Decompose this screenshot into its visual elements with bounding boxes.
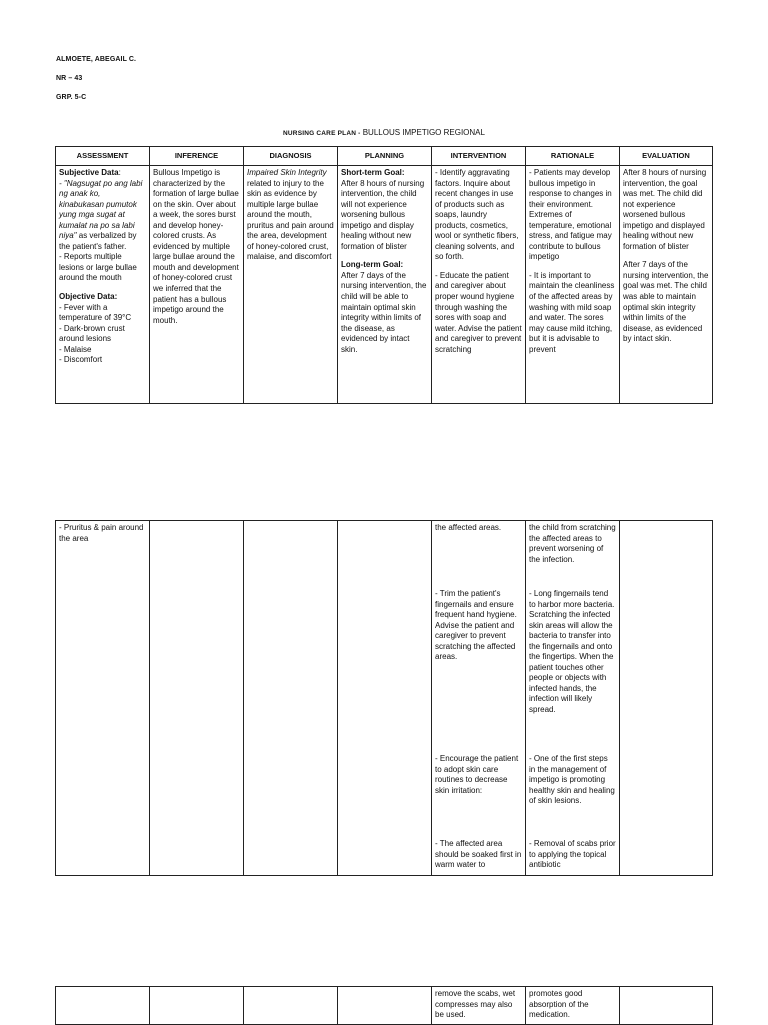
rationale-cell (526, 166, 620, 404)
title-topic: BULLOUS IMPETIGO REGIONAL (360, 128, 485, 137)
diagnosis-cell (244, 166, 338, 404)
column-header-intervention: INTERVENTION (432, 147, 526, 166)
evaluation-item: After 7 days of the nursing intervention, the goal was met. The child was able to maintain optimal skin integrity within limits of the disease, as evidenced by intact skin. (623, 260, 709, 344)
care-plan-table-page-1 (55, 146, 713, 404)
intervention-cell (432, 166, 526, 404)
table-row (56, 166, 713, 404)
inference-text: Bullous Impetigo is characterized by the formation of large bullae on the skin. Over about a week, the sores burst and develop honey-colored crusts. As evidenced by multiple large bullae around the mouth and development of honey-colored crust we inferred that the patient has a bullous impetigo around the mouth. (153, 168, 239, 325)
objective-data-label: Objective Data: (59, 292, 118, 302)
short-term-goal-text: After 8 hours of nursing intervention, the child will not experience worsening bullous impetigo and display healing without new formation of blister (341, 178, 425, 251)
intervention-item: the affected areas. (435, 523, 502, 532)
student-group: GRP. 5-C (56, 94, 87, 101)
column-header-inference: INFERENCE (150, 147, 244, 166)
rationale-item: promotes good absorption of the medication. (529, 989, 589, 1020)
assessment-cell (56, 521, 150, 876)
column-header-rationale: RATIONALE (526, 147, 620, 166)
assessment-text: - Pruritus & pain around the area (59, 523, 144, 543)
subjective-rest: as verbalized by the patient's father. - Reports multiple lesions or large bullae around the mouth (59, 231, 137, 283)
diagnosis-cell (244, 521, 338, 876)
inference-cell (150, 987, 244, 1025)
care-plan-table-page-2 (55, 520, 713, 876)
evaluation-item: After 8 hours of nursing intervention, the goal was met. The child did not experience worsened bullous impetigo and displayed healing without new formation of blister (623, 168, 707, 251)
rationale-item: - Removal of scabs prior to applying the topical antibiotic (529, 839, 616, 870)
student-section: NR – 43 (56, 75, 83, 82)
intervention-item: - The affected area should be soaked first in warm water to (435, 839, 522, 870)
intervention-item: - Identify aggravating factors. Inquire about recent changes in use of products such as soaps, laundry products, cosmetics, wool or synthetic fibers, cleaning solvents, and so forth. (435, 168, 519, 262)
intervention-item: - Trim the patient's fingernails and ensure frequent hand hygiene. Advise the patient and caregiver to prevent scratching the affected areas. (435, 589, 517, 662)
intervention-item: - Encourage the patient to adopt skin care routines to decrease skin irritation: (435, 754, 519, 795)
intervention-item: remove the scabs, wet compresses may also be used. (435, 989, 516, 1020)
table-header-row (56, 147, 713, 166)
long-term-goal-text: After 7 days of the nursing intervention, the child will be able to maintain optimal skin integrity within limits of the disease, as evidenced by intact skin. (341, 270, 427, 354)
assessment-cell (56, 987, 150, 1025)
planning-cell (338, 987, 432, 1025)
document-title (0, 128, 768, 137)
subjective-data-label: Subjective Data (59, 168, 119, 177)
rationale-item: - Patients may develop bullous impetigo in response to changes in their environment. Extremes of temperature, emotional stress, and fatigue may contribute to bullous impetigo (529, 168, 612, 262)
diagnosis-cell (244, 987, 338, 1025)
column-header-planning: PLANNING (338, 147, 432, 166)
column-header-assessment: ASSESSMENT (56, 147, 150, 166)
column-header-diagnosis: DIAGNOSIS (244, 147, 338, 166)
assessment-cell (56, 166, 150, 404)
student-name: ALMOETE, ABEGAIL C. (56, 56, 137, 63)
planning-cell (338, 521, 432, 876)
long-term-goal-label: Long-term Goal: (341, 260, 404, 270)
evaluation-cell (620, 987, 713, 1025)
column-header-evaluation: EVALUATION (620, 147, 713, 166)
objective-data-text: - Fever with a temperature of 39°C - Dark-brown crust around lesions - Malaise - Discomfort (59, 302, 132, 365)
subjective-quote: - "Nagsugat po ang labi ng anak ko, kinabukasan pumutok yung mga sugat at kumalat na po sa labi niya" (59, 178, 143, 241)
table-row (56, 987, 713, 1025)
rationale-item: - It is important to maintain the cleanliness of the affected areas by washing with mild soap and water. The sores may cause mild itching, but it is advisable to prevent (529, 270, 615, 354)
diagnosis-label: Impaired Skin Integrity (247, 168, 327, 177)
intervention-cell (432, 521, 526, 876)
title-prefix: NURSING CARE PLAN - (283, 130, 361, 137)
intervention-item: - Educate the patient and caregiver about proper wound hygiene through washing the sores with soap and water. Advise the patient and caregiver to prevent scratching (435, 270, 522, 354)
rationale-item: - Long fingernails tend to harbor more bacteria. Scratching the infected skin areas will allow the bacteria to transfer into the fingernails and onto the fingertips. When the patient touches other people or objects with infected hands, the infection will likely spread. (529, 589, 615, 715)
diagnosis-text: related to injury to the skin as evidence by multiple large bullae around the mouth, pruritus and pain around the area, development of honey-colored crust, malaise, and discomfort (247, 178, 334, 262)
planning-cell (338, 166, 432, 404)
evaluation-cell (620, 166, 713, 404)
table-row (56, 521, 713, 876)
intervention-cell (432, 987, 526, 1025)
rationale-item: - One of the first steps in the management of impetigo is promoting healthy skin and healing of skin lesions. (529, 754, 615, 806)
short-term-goal-label: Short-term Goal: (341, 168, 405, 177)
rationale-item: the child from scratching the affected areas to prevent worsening of the infection. (529, 523, 616, 564)
inference-cell (150, 166, 244, 404)
subjective-colon: : (118, 168, 121, 177)
evaluation-cell (620, 521, 713, 876)
rationale-cell (526, 521, 620, 876)
care-plan-table-page-3 (55, 986, 713, 1025)
inference-cell (150, 521, 244, 876)
rationale-cell (526, 987, 620, 1025)
